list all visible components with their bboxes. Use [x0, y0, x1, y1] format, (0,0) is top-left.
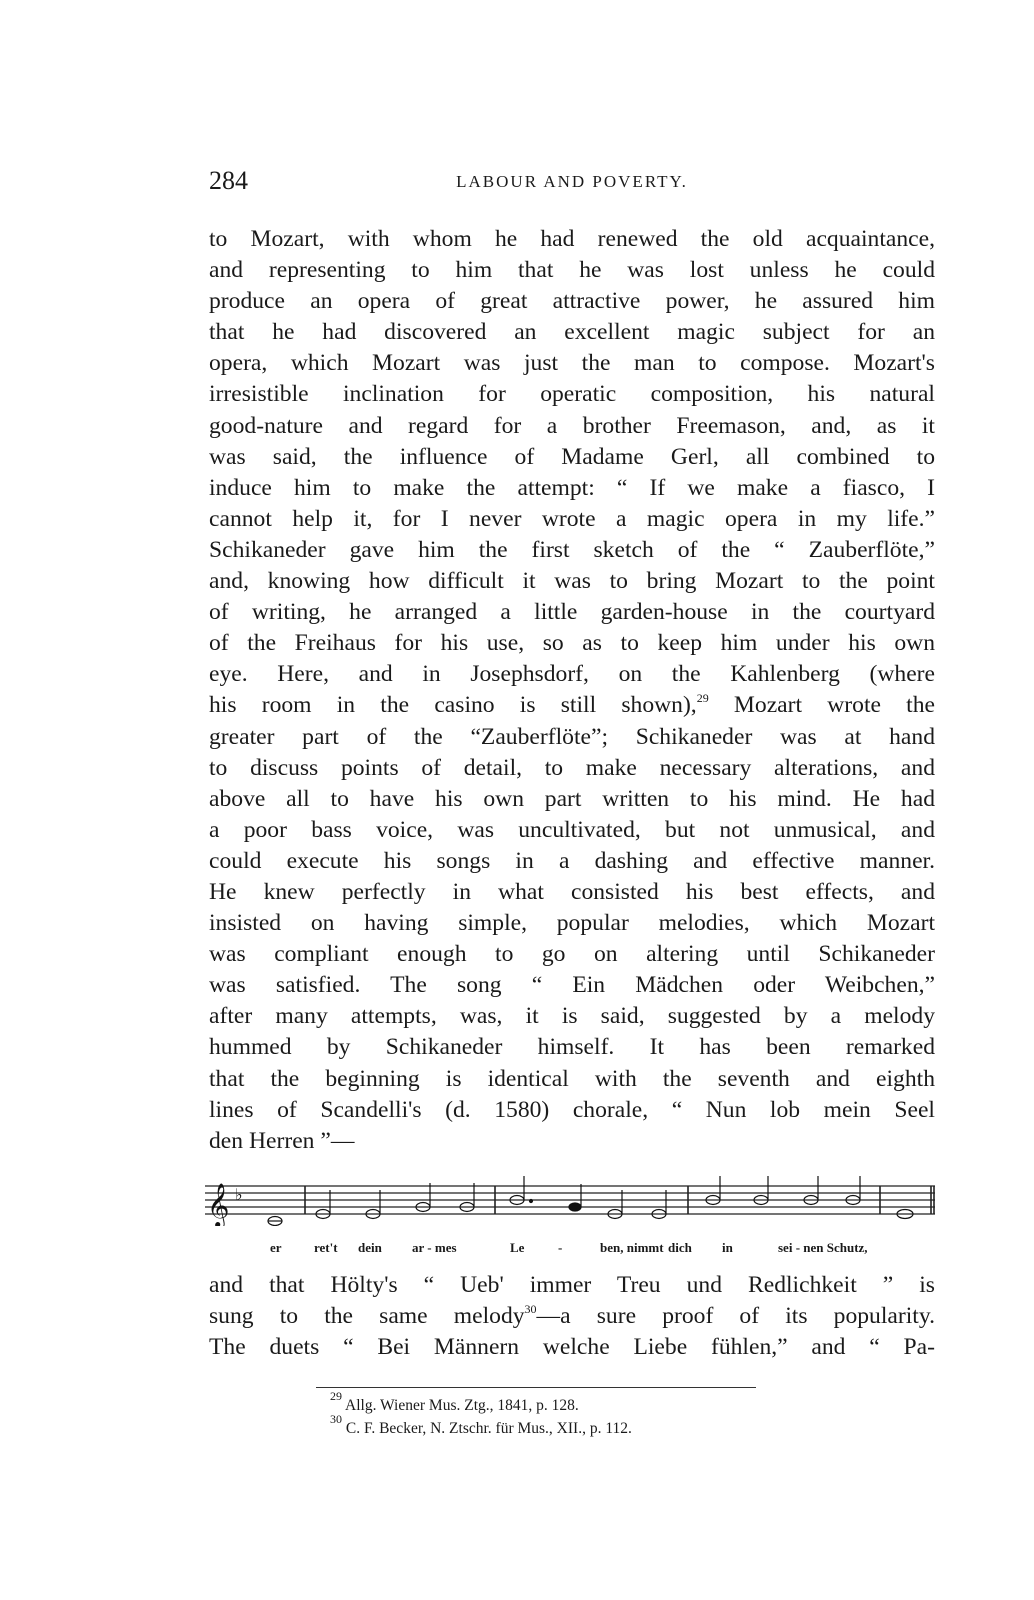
- text-line: den Herren ”—: [209, 1127, 355, 1154]
- text-segment: —a sure proof of its popularity.: [536, 1303, 935, 1330]
- text-line: Schikaneder gave him the first sketch of the “ Zauberflöte,”: [209, 536, 935, 563]
- text-line: to discuss points of detail, to make necessary alterations, and: [209, 754, 935, 781]
- text-line: greater part of the “Zauberflöte”; Schikaneder was at hand: [209, 723, 935, 750]
- text-line: of the Freihaus for his use, so as to keep him under his own: [209, 630, 935, 657]
- footnote-text: Allg. Wiener Mus. Ztg., 1841, p. 128.: [342, 1397, 579, 1414]
- text-line: produce an opera of great attractive power, he assured him: [209, 288, 935, 315]
- text-line: hummed by Schikaneder himself. It has been remarked: [209, 1034, 935, 1061]
- text-line: irresistible inclination for operatic composition, his natural: [209, 381, 935, 408]
- text-line: He knew perfectly in what consisted his best effects, and: [209, 878, 935, 905]
- text-line: cannot help it, for I never wrote a magic opera in my life.”: [209, 505, 935, 532]
- text-line: was satisfied. The song “ Ein Mädchen oder Weibchen,”: [209, 972, 935, 999]
- footnote-29: [330, 1389, 830, 1417]
- footnote-number: 30: [330, 1412, 342, 1426]
- page-number: 284: [209, 166, 248, 195]
- text-line-with-footnote-ref: [209, 690, 935, 721]
- lyric-syllable: dein: [358, 1240, 382, 1255]
- footnote-ref-29: 29: [696, 691, 709, 706]
- footnotes: [330, 1389, 830, 1440]
- lyric-syllable: Le: [510, 1240, 525, 1255]
- text-line: of writing, he arranged a little garden-house in the courtyard: [209, 599, 935, 626]
- music-staff: [205, 1176, 935, 1226]
- text-segment: his room in the casino is still shown),: [209, 692, 697, 719]
- text-line: that he had discovered an excellent magic subject for an: [209, 319, 935, 346]
- lyric-syllable: ar - mes: [412, 1240, 457, 1255]
- text-line: was compliant enough to go on altering until Schikaneder: [209, 941, 935, 968]
- continuation-paragraph: [209, 1270, 935, 1363]
- text-line: opera, which Mozart was just the man to compose. Mozart's: [209, 350, 935, 377]
- treble-clef-icon: [207, 1183, 229, 1226]
- text-line: eye. Here, and in Josephsdorf, on the Kahlenberg (where: [209, 661, 935, 688]
- lyric-syllable: dich: [668, 1240, 692, 1255]
- notes: [268, 1176, 913, 1226]
- text-line: that the beginning is identical with the seventh and eighth: [209, 1065, 935, 1092]
- text-line: after many attempts, was, it is said, suggested by a melody: [209, 1003, 935, 1030]
- text-line: and, knowing how difficult it was to bring Mozart to the point: [209, 568, 935, 595]
- svg-text:𝄞: 𝄞: [207, 1183, 230, 1226]
- text-segment: sung to the same melody: [209, 1303, 525, 1330]
- text-line: lines of Scandelli's (d. 1580) chorale, “ Nun lob mein Seel: [209, 1096, 935, 1123]
- svg-text:♭: ♭: [235, 1185, 243, 1204]
- text-line: could execute his songs in a dashing and effective manner.: [209, 847, 935, 874]
- footnote-30: [330, 1412, 830, 1440]
- lyric-syllable: ret't: [314, 1240, 338, 1255]
- footnote-text: C. F. Becker, N. Ztschr. für Mus., XII., p. 112.: [342, 1420, 632, 1437]
- running-head: LABOUR AND POVERTY.: [456, 172, 688, 191]
- lyric-syllable: er: [270, 1240, 282, 1255]
- music-lyrics: [270, 1240, 935, 1260]
- text-line: was said, the influence of Madame Gerl, all combined to: [209, 443, 935, 470]
- text-line: to Mozart, with whom he had renewed the old acquaintance,: [209, 226, 935, 252]
- text-line: good-nature and regard for a brother Freemason, and, as it: [209, 412, 935, 439]
- text-line: insisted on having simple, popular melodies, which Mozart: [209, 910, 935, 937]
- lyric-syllable: sei - nen Schutz,: [778, 1240, 868, 1255]
- footnote-number: 29: [330, 1389, 342, 1403]
- text-line: a poor bass voice, was uncultivated, but not unmusical, and: [209, 816, 935, 843]
- page-header: [209, 166, 935, 202]
- lyric-syllable: ben, nimmt: [600, 1240, 664, 1255]
- text-line: and that Hölty's “ Ueb' immer Treu und Redlichkeit ” is: [209, 1272, 935, 1298]
- text-line: induce him to make the attempt: “ If we make a fiasco, I: [209, 474, 935, 501]
- text-line: The duets “ Bei Männern welche Liebe fühlen,” and “ Pa-: [209, 1334, 935, 1361]
- main-paragraph: [209, 224, 935, 1157]
- lyric-syllable: -: [558, 1240, 563, 1255]
- footnote-divider: [316, 1387, 756, 1388]
- footnote-ref-30: 30: [524, 1302, 537, 1317]
- text-line: and representing to him that he was lost unless he could: [209, 257, 935, 284]
- lyric-syllable: in: [722, 1240, 733, 1255]
- text-line: above all to have his own part written to his mind. He had: [209, 785, 935, 812]
- text-segment: Mozart wrote the: [708, 692, 935, 719]
- text-line-with-footnote-ref: [209, 1301, 935, 1332]
- flat-icon: [235, 1185, 243, 1204]
